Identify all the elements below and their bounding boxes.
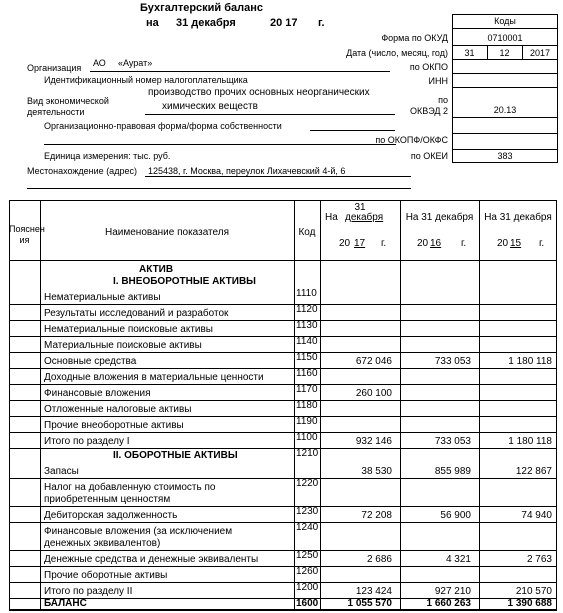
row-name: Прочие оборотные активы <box>44 570 168 581</box>
form-title: Бухгалтерский баланс <box>140 2 264 14</box>
row-name: Итого по разделу II <box>44 586 133 597</box>
col-notes-header-1: Пояснен <box>9 224 45 234</box>
row-value-2015: 210 570 <box>515 586 552 597</box>
row-code: 1220 <box>296 478 319 489</box>
okud-value: 0710001 <box>487 33 523 43</box>
col2-year: 16 <box>430 238 442 249</box>
row-value-2015: 2 763 <box>526 554 552 565</box>
org-name: «Аурат» <box>118 58 153 68</box>
col3-year-suffix: г. <box>539 238 545 249</box>
date-year: 20 17 <box>270 17 298 29</box>
okved-value: 20.13 <box>493 105 517 115</box>
table-row <box>9 368 557 384</box>
row-code: 1120 <box>296 304 318 315</box>
col2-year-suffix: г. <box>461 238 467 249</box>
row-value-2016: 927 210 <box>434 586 471 597</box>
col1-top: 31 <box>354 202 366 213</box>
row-value-2015: 122 867 <box>515 466 552 477</box>
row-name: БАЛАНС <box>44 598 87 609</box>
row-name: Результаты исследований и разработок <box>44 308 229 319</box>
row-code: 1170 <box>296 384 318 395</box>
row-name: Отложенные налоговые активы <box>44 404 192 415</box>
row-value-2017: 123 424 <box>355 586 392 597</box>
row-value-2016: 733 053 <box>434 356 471 367</box>
row-code: 1100 <box>296 432 318 443</box>
row-value-2015: 1 180 118 <box>508 436 552 447</box>
table-row <box>9 506 557 522</box>
row-code: 1110 <box>296 288 317 299</box>
inn-label: ИНН <box>428 76 448 86</box>
row-value-2017: 1 055 570 <box>347 598 392 609</box>
table-row <box>9 416 557 432</box>
row-name: Финансовые вложения <box>44 388 151 399</box>
col-name-header: Наименование показателя <box>105 227 229 238</box>
col3-year: 15 <box>510 238 522 249</box>
table-row <box>9 478 557 506</box>
table-row <box>9 522 557 550</box>
col-code-header: Код <box>298 227 316 238</box>
date-year-code: 2017 <box>529 48 551 58</box>
row-name: Основные средства <box>44 356 137 367</box>
org-label: Организация <box>27 63 82 73</box>
table-row <box>9 384 557 400</box>
row-value-2015: 74 940 <box>521 510 552 521</box>
row-code: 1210 <box>296 448 319 459</box>
row-code: 1190 <box>296 416 318 427</box>
row-code: 1250 <box>296 550 319 561</box>
section-1-heading: I. ВНЕОБОРОТНЫЕ АКТИВЫ <box>113 276 256 287</box>
row-code: 1600 <box>296 598 319 609</box>
table-row <box>9 336 557 352</box>
row-code: 1140 <box>296 336 318 347</box>
date-day-month: 31 декабря <box>176 17 236 29</box>
inn-caption: Идентификационный номер налогоплательщика <box>44 75 248 85</box>
table-row <box>9 598 557 610</box>
row-name: Финансовые вложения (за исключением <box>44 526 233 537</box>
balance-table <box>9 200 557 610</box>
col2-year-prefix: 20 <box>417 238 429 249</box>
row-name: Итого по разделу I <box>44 436 130 447</box>
okud-label: Форма по ОКУД <box>381 33 448 43</box>
row-name: Доходные вложения в материальные ценности <box>44 372 264 383</box>
row-name: Дебиторская задолженность <box>44 510 178 521</box>
legal-form-caption: Организационно-правовая форма/форма собственности <box>44 121 282 131</box>
col1-mid-prefix: На <box>325 212 338 223</box>
row-code: 1130 <box>296 320 318 331</box>
activity-label-1: Вид экономической <box>27 96 109 106</box>
org-form: АО <box>93 58 106 68</box>
col1-year-suffix: г. <box>381 238 387 249</box>
unit-label: Единица измерения: тыс. руб. <box>44 151 171 161</box>
table-row <box>9 304 557 320</box>
section-aktiv: АКТИВ <box>139 264 174 275</box>
row-value-2016: 733 053 <box>434 436 471 447</box>
row-name: Материальные поисковые активы <box>44 340 202 351</box>
col-notes-header-2: ия <box>19 235 30 245</box>
row-value-2016: 1 660 263 <box>426 598 471 609</box>
row-name: Запасы <box>44 466 79 477</box>
row-value-2017: 260 100 <box>355 388 392 399</box>
row-value-2015: 1 180 118 <box>508 356 552 367</box>
row-name: Денежные средства и денежные эквиваленты <box>44 554 259 565</box>
col3-year-prefix: 20 <box>497 238 509 249</box>
address-value: 125438, г. Москва, переулок Лихачевский 4-й, 6 <box>148 166 346 176</box>
activity-label-2: деятельности <box>27 107 85 117</box>
okei-value: 383 <box>497 151 513 161</box>
date-suffix: г. <box>318 17 325 29</box>
row-code: 1240 <box>296 522 319 533</box>
col3-top: На 31 декабря <box>484 212 552 223</box>
row-value-2017: 2 686 <box>366 554 392 565</box>
section-2-heading: II. ОБОРОТНЫЕ АКТИВЫ <box>113 450 238 461</box>
row-name-line-2: денежных эквивалентов) <box>44 538 161 549</box>
table-row <box>9 352 557 368</box>
activity-value-2: химических веществ <box>162 101 258 112</box>
date-prefix: на <box>146 17 159 29</box>
okei-box <box>452 149 558 163</box>
codes-header: Коды <box>494 16 516 26</box>
row-name: Нематериальные активы <box>44 292 161 303</box>
row-code: 1230 <box>296 506 319 517</box>
row-value-2016: 56 900 <box>440 510 471 521</box>
okei-label: по ОКЕИ <box>410 151 448 161</box>
okved-label-1: по <box>438 95 448 105</box>
table-row <box>9 288 557 304</box>
row-code: 1160 <box>296 368 318 379</box>
row-name: Прочие внеоборотные активы <box>44 420 184 431</box>
date-day-code: 31 <box>464 48 475 58</box>
row-code: 1180 <box>296 400 318 411</box>
row-name-line-2: приобретенным ценностям <box>44 494 171 505</box>
row-name: Нематериальные поисковые активы <box>44 324 213 335</box>
row-code: 1200 <box>296 582 319 593</box>
table-row <box>9 400 557 416</box>
col2-top: На 31 декабря <box>405 212 474 223</box>
row-value-2016: 855 989 <box>434 466 471 477</box>
row-name: Налог на добавленную стоимость по <box>44 482 216 493</box>
table-row <box>9 582 557 598</box>
col1-year-prefix: 20 <box>339 238 351 249</box>
okpo-label: по ОКПО <box>409 62 448 72</box>
col1-mid: декабря <box>345 212 384 223</box>
table-row <box>9 448 557 478</box>
row-value-2017: 38 530 <box>361 466 392 477</box>
address-label: Местонахождение (адрес) <box>27 166 137 176</box>
table-row <box>9 550 557 566</box>
date-month-code: 12 <box>499 48 510 58</box>
activity-value-1: производство прочих основных неорганических <box>148 87 370 98</box>
row-value-2016: 4 321 <box>445 554 471 565</box>
row-value-2017: 672 046 <box>355 356 392 367</box>
col1-year: 17 <box>354 238 366 249</box>
row-code: 1150 <box>296 352 318 363</box>
row-value-2015: 1 390 688 <box>507 598 552 609</box>
table-row <box>9 320 557 336</box>
row-code: 1260 <box>296 566 319 577</box>
table-row <box>9 566 557 582</box>
okved-label-2: ОКВЭД 2 <box>409 106 448 116</box>
date-label: Дата (число, месяц, год) <box>346 48 448 58</box>
table-row <box>9 432 557 448</box>
row-value-2017: 932 146 <box>355 436 392 447</box>
okopf-label: по ОКОПФ/ОКФС <box>375 135 448 145</box>
row-value-2017: 72 208 <box>361 510 392 521</box>
